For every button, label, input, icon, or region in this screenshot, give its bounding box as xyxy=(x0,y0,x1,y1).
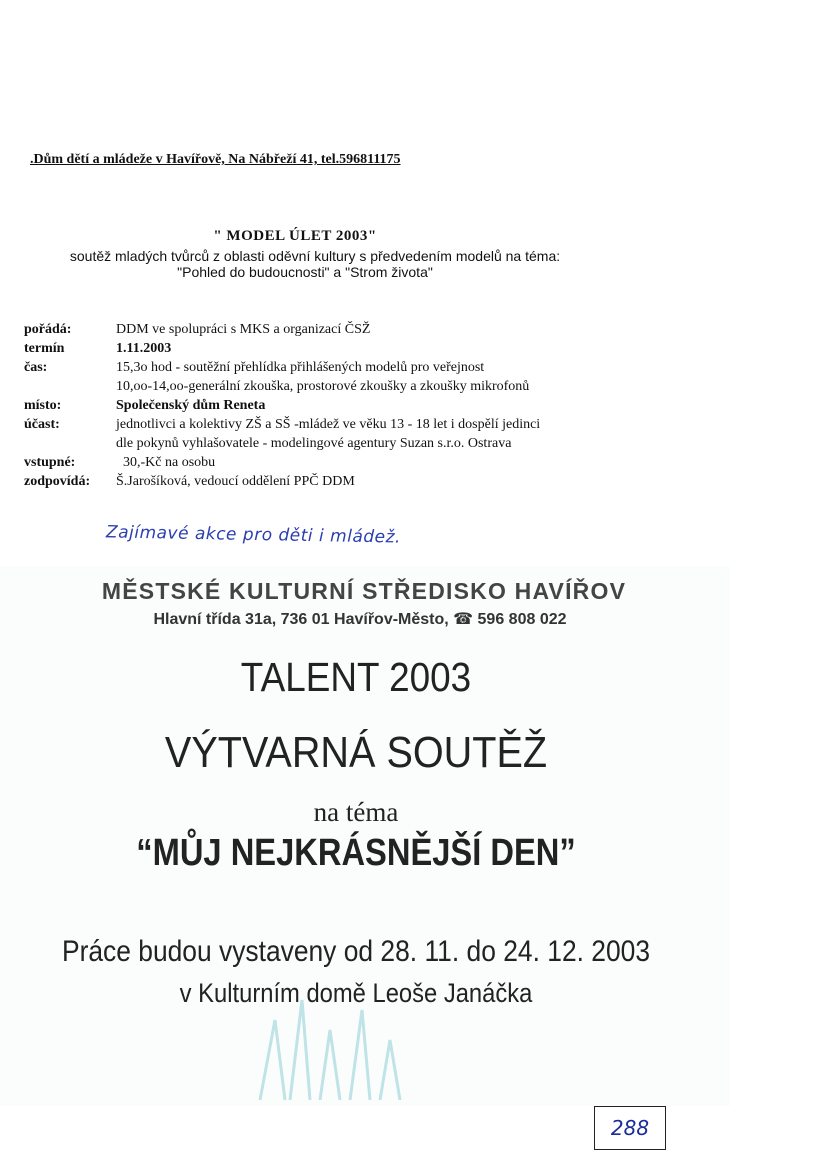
info-label: termín xyxy=(24,341,65,356)
event-info-table xyxy=(24,320,540,491)
info-row-participation xyxy=(24,415,540,434)
info-label xyxy=(24,434,116,453)
flyer-exhibition-dates: Práce budou vystaveny od 28. 11. do 24. 12. 2003 xyxy=(61,935,651,968)
info-value: 30,-Kč na osobu xyxy=(116,455,216,470)
flyer-theme: “MŮJ NEJKRÁSNĚJŠÍ DEN” xyxy=(136,832,576,874)
info-value: 10,oo-14,oo-generální zkouška, prostorové zkoušky a zkoušky mikrofonů xyxy=(116,379,530,394)
info-label: zodpovídá: xyxy=(24,474,91,489)
event-subtitle-line2: "Pohled do budoucnosti" a "Strom života" xyxy=(177,264,433,280)
flyer-theme-intro: na téma xyxy=(313,797,399,827)
info-row-responsible xyxy=(24,472,540,491)
info-row-entry-fee xyxy=(24,453,540,472)
info-value: 1.11.2003 xyxy=(116,341,172,356)
info-row-organizer xyxy=(24,320,540,339)
info-label xyxy=(24,377,116,396)
info-label: účast: xyxy=(24,417,60,432)
info-row-place xyxy=(24,396,540,415)
info-row-time-cont xyxy=(24,377,540,396)
flyer-organization: MĚSTSKÉ KULTURNÍ STŘEDISKO HAVÍŘOV xyxy=(101,578,627,604)
info-value: Š.Jarošíková, vedoucí oddělení PPČ DDM xyxy=(116,474,355,489)
info-value: dle pokynů vyhlašovatele - modelingové agentury Suzan s.r.o. Ostrava xyxy=(116,436,512,451)
info-value: 15,3o hod - soutěžní přehlídka přihlášených modelů pro veřejnost xyxy=(116,360,485,375)
page-number-stamp: 288 xyxy=(594,1106,666,1150)
info-label: pořádá: xyxy=(24,322,72,337)
info-value: Společenský dům Reneta xyxy=(116,398,266,413)
info-label: místo: xyxy=(24,398,62,413)
info-value: jednotlivci a kolektivy ZŠ a SŠ -mládež ve věku 13 - 18 let i dospělí jedinci xyxy=(116,417,541,432)
handwritten-note: Zajímavé akce pro děti i mládež. xyxy=(105,522,402,548)
info-row-time xyxy=(24,358,540,377)
info-value: DDM ve spolupráci s MKS a organizací ČSŽ xyxy=(116,322,371,337)
event-title: " MODEL ÚLET 2003" xyxy=(213,228,377,244)
header-address-line: .Dům dětí a mládeže v Havířově, Na Nábřeží 41, tel.596811175 xyxy=(30,152,401,167)
flyer-competition: VÝTVARNÁ SOUTĚŽ xyxy=(164,728,548,777)
info-row-participation-cont xyxy=(24,434,540,453)
info-row-date xyxy=(24,339,540,358)
info-label: čas: xyxy=(24,360,48,375)
flyer-title: TALENT 2003 xyxy=(240,654,472,700)
info-label: vstupné: xyxy=(24,455,76,470)
flyer-venue: v Kulturním domě Leoše Janáčka xyxy=(179,978,533,1008)
flyer-address: Hlavní třída 31a, 736 01 Havířov-Město, ☎ 596 808 022 xyxy=(153,611,567,628)
event-subtitle-line1: soutěž mladých tvůrců z oblasti oděvní kultury s předvedením modelů na téma: xyxy=(69,248,561,264)
